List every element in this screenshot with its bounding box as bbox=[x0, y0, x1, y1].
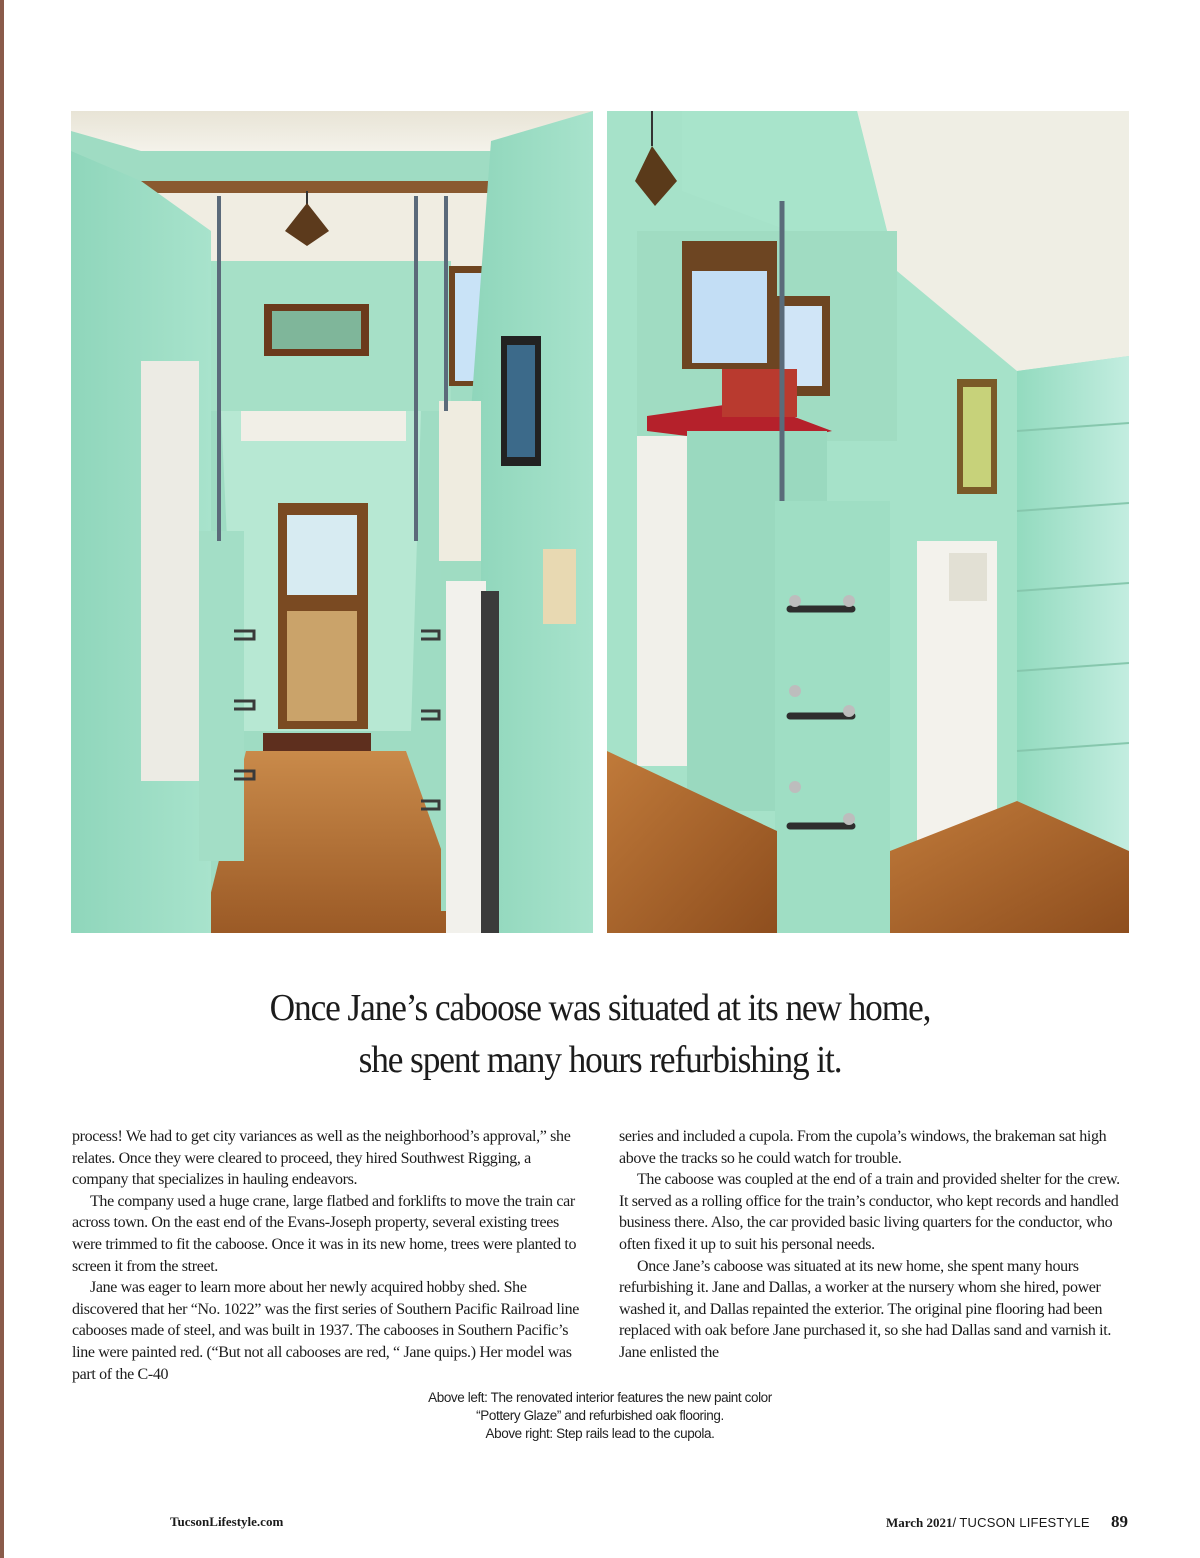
photo-right-step-rails bbox=[607, 111, 1129, 933]
photo-left-interior-hallway bbox=[71, 111, 593, 933]
paragraph: Once Jane’s caboose was situated at its new home, she spent many hours refurbishing it. Jane and Dallas, a worker at the nursery whom she hired, power washed it, and Dallas repainted the exterior. The original pine flooring had been replaced with oak before Jane purchased it, so she had Dallas sand and varnish it. Jane enlisted the bbox=[619, 1257, 1112, 1361]
paragraph: series and included a cupola. From the cupola’s windows, the brakeman sat high above the tracks so he could watch for trouble. bbox=[619, 1128, 1107, 1167]
photo-caption bbox=[0, 1389, 1200, 1443]
page-edge-strip bbox=[0, 0, 4, 1558]
footer-issue-date: March 2021 bbox=[885, 1515, 953, 1530]
pullquote bbox=[42, 982, 1158, 1086]
footer-website: TucsonLifestyle.com bbox=[170, 1514, 284, 1529]
caption-line-1: Above left: The renovated interior features the new paint color bbox=[428, 1390, 772, 1405]
caption-line-2: “Pottery Glaze” and refurbished oak flooring. bbox=[476, 1408, 724, 1423]
paragraph: The caboose was coupled at the end of a train and provided shelter for the crew. It served as a rolling office for the train’s conductor, who kept records and handled business there. Also, the car provided basic living quarters for the conductor, who often fixed it up to suit his personal needs. bbox=[619, 1171, 1120, 1253]
paragraph: Jane was eager to learn more about her newly acquired hobby shed. She discovered that her “No. 1022” was the first series of Southern Pacific Railroad line cabooses made of steel, and was built in 1937. The cabooses in Southern Pacific’s line were painted red. (“But not all cabooses are red, “ Jane quips.) Her model was part of the C-40 bbox=[72, 1279, 579, 1383]
pullquote-line-1: Once Jane’s caboose was situated at its new home, bbox=[269, 987, 931, 1029]
caption-line-3: Above right: Step rails lead to the cupola. bbox=[485, 1426, 715, 1441]
body-column-right bbox=[619, 1126, 1131, 1364]
pullquote-line-2: she spent many hours refurbishing it. bbox=[358, 1039, 842, 1081]
paragraph: The company used a huge crane, large flatbed and forklifts to move the train car across town. On the east end of the Evans-Joseph property, several existing trees were trimmed to fit the caboose. Once it was in its new home, trees were planted to screen it from the street. bbox=[72, 1192, 577, 1275]
body-column-left bbox=[72, 1126, 584, 1385]
page-number: 89 bbox=[1111, 1512, 1128, 1531]
footer-separator: / bbox=[952, 1515, 957, 1530]
footer-publication: TUCSON LIFESTYLE bbox=[959, 1515, 1090, 1530]
footer-folio bbox=[886, 1512, 1128, 1532]
paragraph: process! We had to get city variances as well as the neighborhood’s approval,” she relates. Once they were cleared to proceed, they hired Southwest Rigging, a company that specializes in hauling endeavors. bbox=[72, 1128, 571, 1189]
